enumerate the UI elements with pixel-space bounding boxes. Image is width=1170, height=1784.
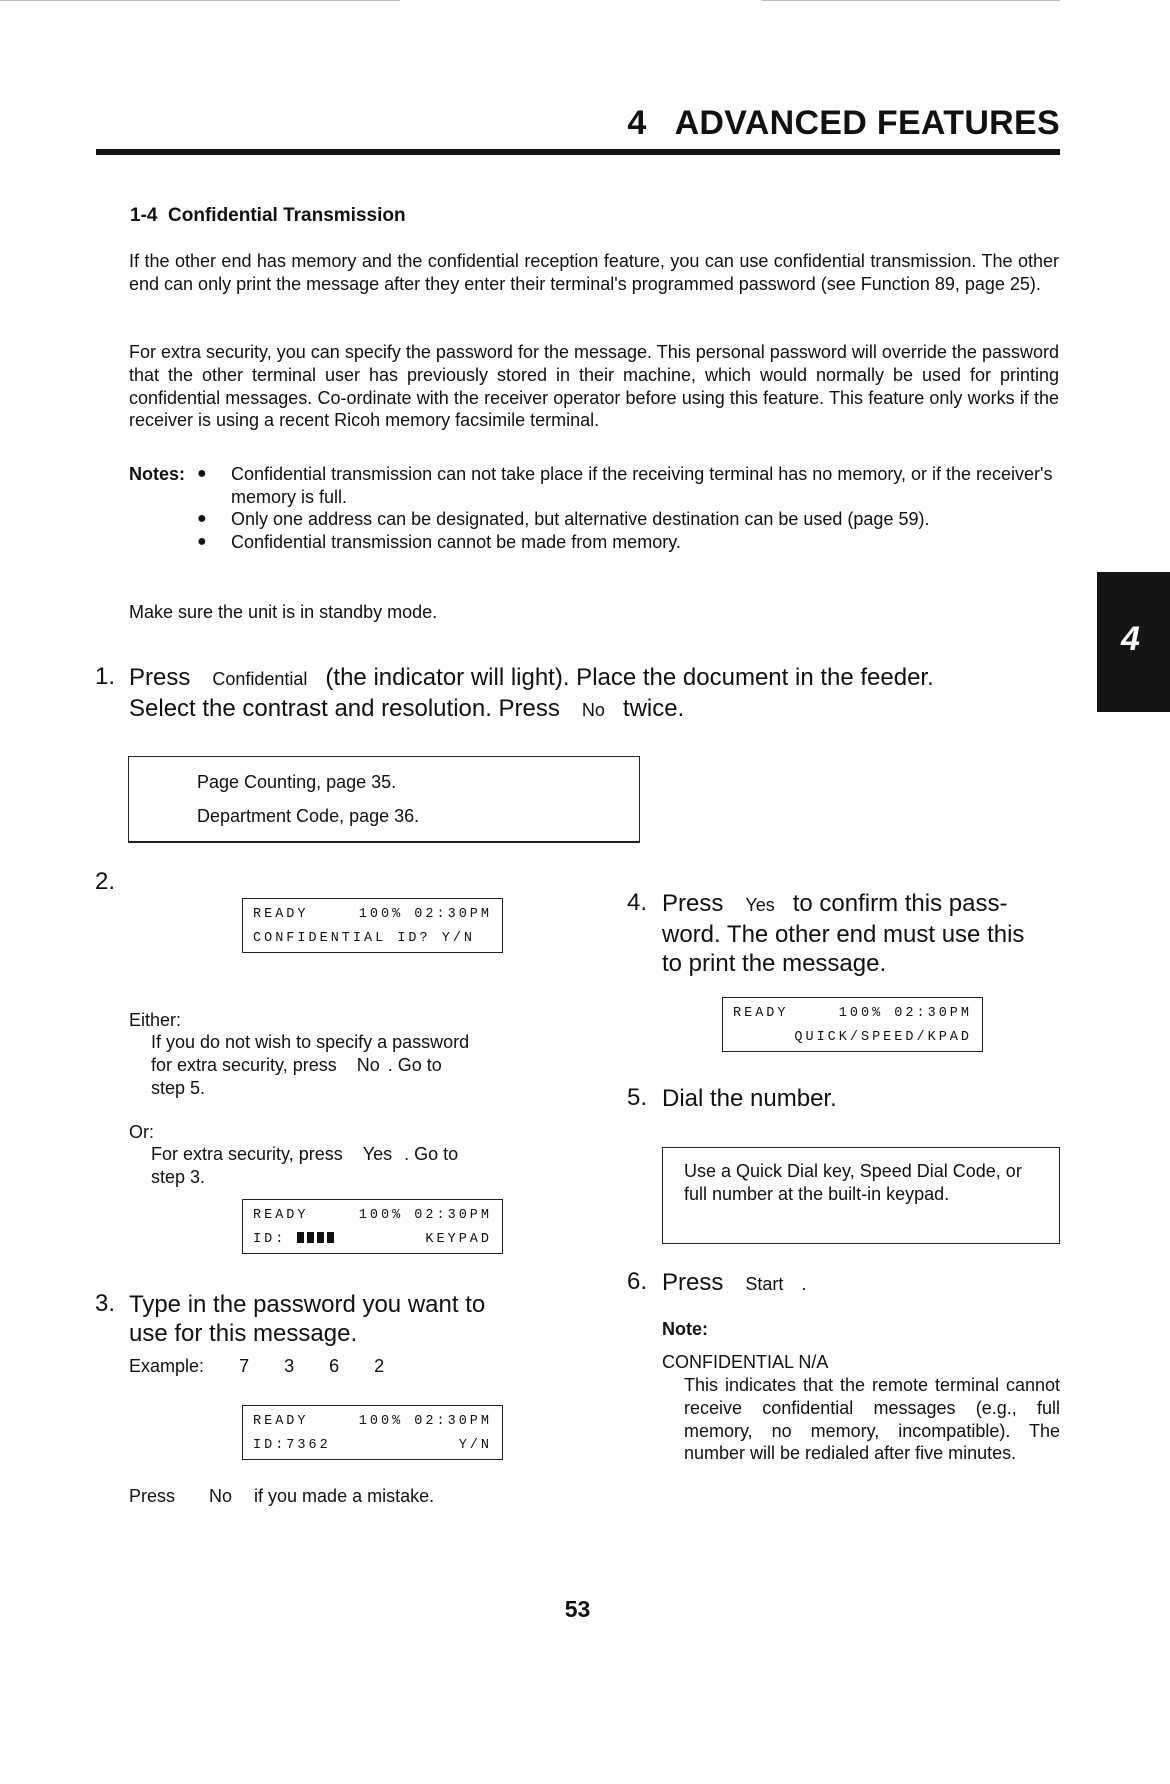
yes-key-label: Yes bbox=[745, 895, 775, 915]
section-title: Confidential Transmission bbox=[168, 205, 406, 226]
lcd-row2-left bbox=[253, 1232, 337, 1247]
lcd-row1-right: 100% 02:30PM bbox=[358, 1208, 492, 1223]
chapter-rule bbox=[96, 149, 1060, 155]
confidential-key-label: Confidential bbox=[212, 669, 308, 689]
or-line-1: For extra security, press bbox=[151, 1144, 343, 1164]
step-6-note-body: This indicates that the remote terminal cannot receive confidential messages (e.g., full memory, no memory, incompatible). The number will be redialed after five minutes. bbox=[684, 1375, 1060, 1464]
lcd-display-id-entry bbox=[242, 1199, 503, 1254]
lcd-row2-right: KEYPAD bbox=[425, 1232, 492, 1247]
step-2-number: 2. bbox=[95, 868, 116, 895]
lcd-display-password bbox=[242, 1405, 503, 1460]
step-4-press: Press bbox=[662, 890, 724, 917]
or-go-to: . Go to bbox=[404, 1144, 459, 1164]
start-key-label: Start bbox=[745, 1274, 784, 1294]
no-key-label: No bbox=[209, 1486, 233, 1506]
intro-paragraph-2: For extra security, you can specify the password for the message. This personal password will override the password that the other terminal user has previously stored in their machine, which would normally be used for printing confidential messages. Co-ordinate with the receiver operator before using this feature. This feature only works if the receiver is using a recent Ricoh memory facsimile terminal. bbox=[129, 342, 1059, 431]
top-rule-right bbox=[762, 0, 1060, 1]
either-no-key: No bbox=[356, 1054, 380, 1075]
chapter-tab-label: 4 bbox=[1121, 620, 1140, 658]
or-label: Or: bbox=[129, 1122, 154, 1142]
step-6-note-title: CONFIDENTIAL N/A bbox=[662, 1352, 829, 1372]
lcd-id-label: ID: bbox=[253, 1232, 287, 1247]
mistake-instruction bbox=[129, 1485, 434, 1508]
or-yes-key: Yes bbox=[362, 1144, 393, 1164]
chapter-number: 4 bbox=[627, 104, 647, 142]
note-item: Only one address can be designated, but alternative destination can be used (page 59). bbox=[231, 509, 930, 529]
step-1-text bbox=[129, 663, 1069, 725]
note-item: Confidential transmission cannot be made from memory. bbox=[231, 532, 681, 552]
or-line-2: step 3. bbox=[151, 1166, 206, 1187]
page-number: 53 bbox=[564, 1596, 591, 1622]
step-6-number: 6. bbox=[627, 1268, 648, 1295]
reference-department-code: Department Code, page 36. bbox=[197, 806, 420, 826]
intro-paragraph-1: If the other end has memory and the confidential reception feature, you can use confidential transmission. The other end can only print the message after they enter their terminal's programmed password (see Function 89, page 25). bbox=[129, 251, 1059, 294]
step-3-line-2: use for this message. bbox=[129, 1320, 358, 1347]
either-label: Either: bbox=[129, 1010, 182, 1030]
step-4-text bbox=[662, 889, 1062, 978]
step-4-line-3: to print the message. bbox=[662, 950, 887, 977]
lcd-row2-right: QUICK/SPEED/KPAD bbox=[794, 1030, 972, 1045]
example-digit: 7 bbox=[239, 1356, 250, 1376]
reference-box bbox=[128, 756, 640, 843]
either-line-1: If you do not wish to specify a password bbox=[151, 1032, 470, 1052]
lcd-row2-left: ID:7362 bbox=[253, 1438, 331, 1453]
bullet-icon: ● bbox=[197, 533, 207, 550]
note-item: Confidential transmission can not take place if the receiving terminal has no memory, or if the receiver's memory is full. bbox=[231, 464, 1053, 507]
step-3-line-1: Type in the password you want to bbox=[129, 1291, 486, 1318]
dial-info-text: Use a Quick Dial key, Speed Dial Code, or full number at the built-in keypad. bbox=[684, 1161, 1022, 1204]
step-4-number: 4. bbox=[627, 889, 648, 916]
lcd-row1-right: 100% 02:30PM bbox=[838, 1006, 972, 1021]
example-digit: 3 bbox=[284, 1356, 295, 1376]
step-6-note-label: Note: bbox=[662, 1319, 708, 1339]
lcd-row2-left: CONFIDENTIAL ID? Y/N bbox=[253, 931, 476, 946]
step-5-text: Dial the number. bbox=[662, 1085, 837, 1112]
step-4-text-b: to confirm this pass- bbox=[792, 890, 1008, 917]
lcd-row1-left: READY bbox=[733, 1006, 789, 1021]
step-4-line-2: word. The other end must use this bbox=[662, 921, 1025, 948]
top-rule-left bbox=[0, 0, 400, 1]
step-1-text-d: twice. bbox=[622, 695, 685, 722]
either-text bbox=[151, 1031, 571, 1099]
lcd-row1-left: READY bbox=[253, 1208, 309, 1223]
step-6-text bbox=[662, 1268, 806, 1299]
step-3-text bbox=[129, 1290, 549, 1348]
step-1-text-b: (the indicator will light). Place the document in the feeder. bbox=[325, 664, 934, 691]
lcd-cursor-blocks bbox=[297, 1232, 337, 1247]
bullet-icon: ● bbox=[197, 510, 207, 527]
no-key-label: No bbox=[581, 700, 605, 720]
example-row bbox=[129, 1355, 384, 1378]
example-digit: 2 bbox=[374, 1356, 385, 1376]
dial-info-box bbox=[662, 1147, 1060, 1244]
chapter-name: ADVANCED FEATURES bbox=[674, 104, 1060, 142]
section-heading bbox=[130, 205, 406, 227]
lcd-row1-left: READY bbox=[253, 907, 309, 922]
bullet-icon: ● bbox=[197, 465, 207, 482]
mistake-tail: if you made a mistake. bbox=[254, 1486, 435, 1506]
standby-instruction: Make sure the unit is in standby mode. bbox=[129, 602, 438, 622]
either-line-2: for extra security, press bbox=[151, 1054, 337, 1075]
or-text bbox=[151, 1143, 571, 1189]
step-6-press: Press bbox=[662, 1269, 724, 1296]
either-line-3: step 5. bbox=[151, 1077, 206, 1098]
lcd-display-confidential bbox=[242, 898, 503, 953]
lcd-display-dial bbox=[722, 997, 983, 1052]
press-label: Press bbox=[129, 1486, 176, 1506]
step-1-text-c: Select the contrast and resolution. Press bbox=[129, 695, 560, 722]
step-6-period: . bbox=[801, 1274, 807, 1294]
lcd-row1-right: 100% 02:30PM bbox=[358, 1414, 492, 1429]
step-1-number: 1. bbox=[95, 663, 116, 690]
chapter-title bbox=[627, 104, 1060, 143]
lcd-row1-right: 100% 02:30PM bbox=[358, 907, 492, 922]
example-digit: 6 bbox=[329, 1356, 340, 1376]
lcd-row1-left: READY bbox=[253, 1414, 309, 1429]
either-go-to: . Go to bbox=[387, 1054, 442, 1075]
chapter-tab bbox=[1097, 572, 1170, 712]
reference-page-counting: Page Counting, page 35. bbox=[197, 772, 397, 792]
step-1-press: Press bbox=[129, 664, 191, 691]
notes-label: Notes: bbox=[129, 464, 186, 484]
lcd-row2-right: Y/N bbox=[458, 1438, 492, 1453]
step-3-number: 3. bbox=[95, 1290, 116, 1317]
section-number: 1-4 bbox=[130, 205, 158, 226]
example-label: Example: bbox=[129, 1356, 205, 1376]
step-5-number: 5. bbox=[627, 1084, 648, 1111]
